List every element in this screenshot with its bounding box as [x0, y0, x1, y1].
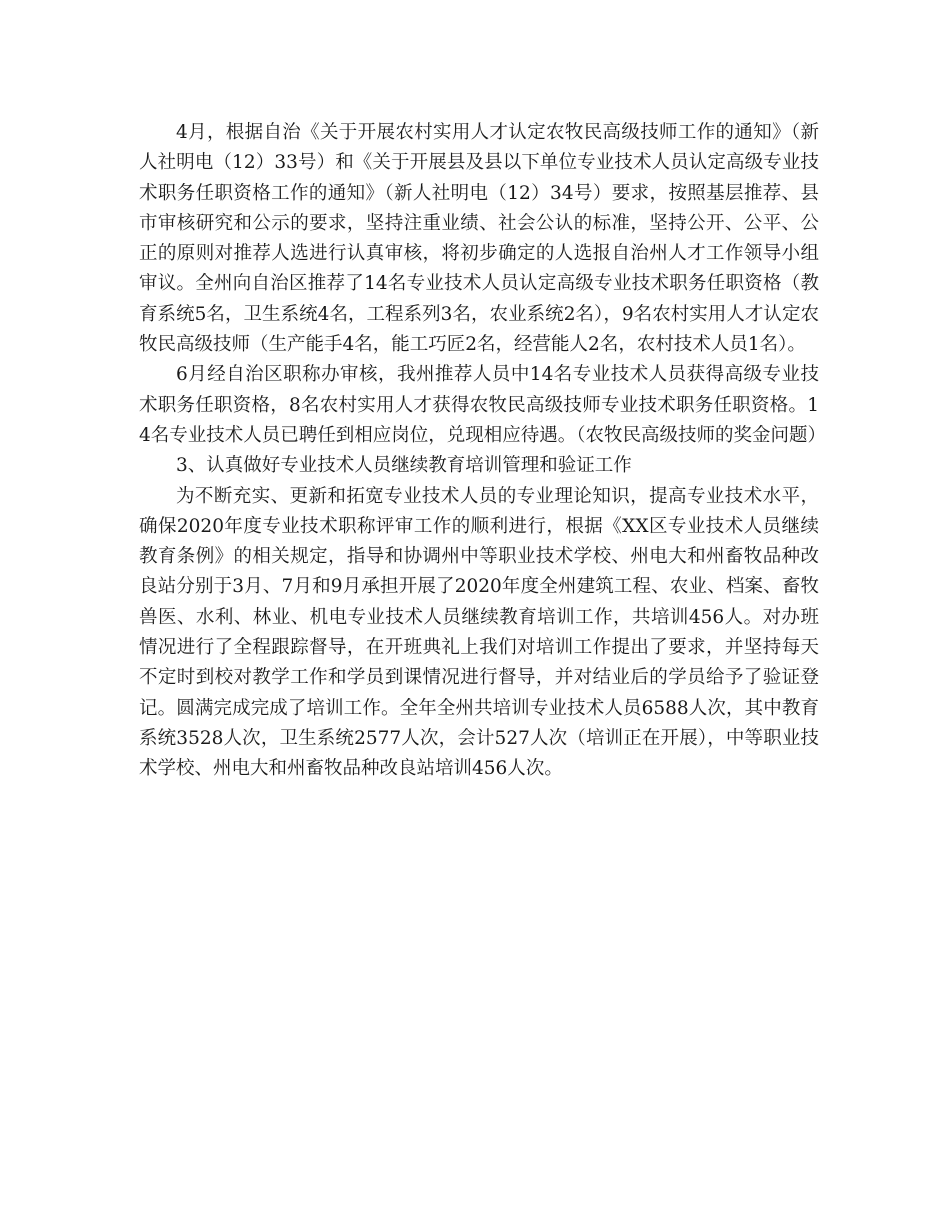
paragraph-training-work: 为不断充实、更新和拓宽专业技术人员的专业理论知识，提高专业技术水平，确保2020年度专业技术职称评审工作的顺利进行，根据《XX区专业技术人员继续教育条例》的相关规定，指导和协调州中等职业技术学校、州电大和州畜牧品种改良站分别于3月、7月和9月承担开展了2020年度全州建筑工程、农业、档案、畜牧兽医、水利、林业、机电专业技术人员继续教育培训工作，共培训456人。对办班情况进行了全程跟踪督导，在开班典礼上我们对培训工作提出了要求，并坚持每天不定时到校对教学工作和学员到课情况进行督导，并对结业后的学员给予了验证登记。圆满完成完成了培训工作。全年全州共培训专业技术人员6588人次，其中教育系统3528人次，卫生系统2577人次，会计527人次（培训正在开展），中等职业技术学校、州电大和州畜牧品种改良站培训456人次。 [139, 485, 819, 780]
paragraph-review-result: 6月经自治区职称办审核，我州推荐人员中14名专业技术人员获得高级专业技术职务任职资格，8名农村实用人才获得农牧民高级技师专业技术职务任职资格。14名专业技术人员已聘任到相应岗位，兑现相应待遇。（农牧民高级技师的奖金问题） [139, 364, 827, 446]
document-body [139, 118, 827, 785]
paragraph-talent-recommendation: 4月，根据自治《关于开展农村实用人才认定农牧民高级技师工作的通知》（新人社明电（12）33号）和《关于开展县及县以下单位专业技术人员认定高级专业技术职务任职资格工作的通知》（新人社明电（12）34号）要求，按照基层推荐、县市审核研究和公示的要求，坚持注重业绩、社会公认的标准，坚持公开、公平、公正的原则对推荐人选进行认真审核，将初步确定的人选报自治州人才工作领导小组审议。全州向自治区推荐了14名专业技术人员认定高级专业技术职务任职资格（教育系统5名，卫生系统4名，工程系列3名，农业系统2名），9名农村实用人才认定农牧民高级技师（生产能手4名，能工巧匠2名，经营能人2名，农村技术人员1名）。 [139, 122, 819, 356]
section-heading-continuing-education: 3、认真做好专业技术人员继续教育培训管理和验证工作 [176, 455, 632, 477]
